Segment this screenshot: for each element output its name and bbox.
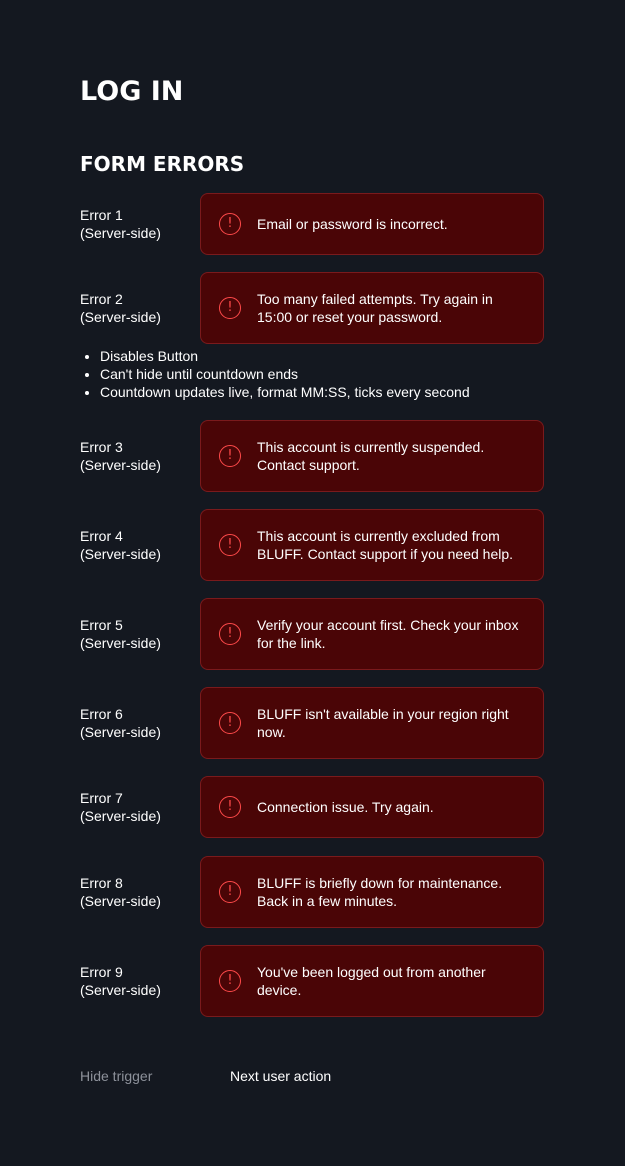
error-label xyxy=(80,290,161,326)
error-number: Error 7 xyxy=(80,790,123,806)
error-label xyxy=(80,789,161,825)
error-source: (Server-side) xyxy=(80,546,161,562)
note-item: • Disables Button xyxy=(100,347,470,365)
error-message-box xyxy=(200,856,544,928)
exclamation-circle-icon: ! xyxy=(219,445,241,467)
error-message-box xyxy=(200,776,544,838)
error-source: (Server-side) xyxy=(80,893,161,909)
exclamation-circle-icon: ! xyxy=(219,297,241,319)
error-label xyxy=(80,705,161,741)
error-row xyxy=(0,193,625,255)
error-source: (Server-side) xyxy=(80,635,161,651)
note-item: • Can't hide until countdown ends xyxy=(100,365,470,383)
error-source: (Server-side) xyxy=(80,309,161,325)
error-source: (Server-side) xyxy=(80,982,161,998)
error-message-box xyxy=(200,945,544,1017)
error-message: Verify your account first. Check your inbox for the link. xyxy=(257,617,519,651)
error-message: Too many failed attempts. Try again in 15:00 or reset your password. xyxy=(257,291,493,325)
error-message: Connection issue. Try again. xyxy=(257,799,434,815)
error-source: (Server-side) xyxy=(80,808,161,824)
error-label xyxy=(80,963,161,999)
error-number: Error 3 xyxy=(80,439,123,455)
error-message-box xyxy=(200,272,544,344)
exclamation-circle-icon: ! xyxy=(219,970,241,992)
error-message-box xyxy=(200,509,544,581)
section-title: FORM ERRORS xyxy=(80,152,245,176)
error-number: Error 9 xyxy=(80,964,123,980)
error-row xyxy=(0,509,625,581)
error-number: Error 4 xyxy=(80,528,123,544)
error-number: Error 6 xyxy=(80,706,123,722)
error-label xyxy=(80,527,161,563)
error-message-box xyxy=(200,420,544,492)
error-message: Email or password is incorrect. xyxy=(257,216,448,232)
error-message: BLUFF is briefly down for maintenance. Back in a few minutes. xyxy=(257,875,503,909)
error-row xyxy=(0,687,625,759)
error-number: Error 2 xyxy=(80,291,123,307)
error-row xyxy=(0,272,625,344)
note-item: • Countdown updates live, format MM:SS, ticks every second xyxy=(100,383,470,401)
error-message-box xyxy=(200,687,544,759)
error-source: (Server-side) xyxy=(80,724,161,740)
error-row xyxy=(0,420,625,492)
exclamation-circle-icon: ! xyxy=(219,881,241,903)
error-label xyxy=(80,874,161,910)
error-row xyxy=(0,945,625,1017)
error-message: BLUFF isn't available in your region right now. xyxy=(257,706,509,740)
exclamation-circle-icon: ! xyxy=(219,796,241,818)
error-row xyxy=(0,598,625,670)
error-label xyxy=(80,616,161,652)
error-source: (Server-side) xyxy=(80,457,161,473)
error-label xyxy=(80,438,161,474)
error-message-box xyxy=(200,193,544,255)
error-message-box xyxy=(200,598,544,670)
error-message: This account is currently suspended. Contact support. xyxy=(257,439,485,473)
error-number: Error 5 xyxy=(80,617,123,633)
error-number: Error 8 xyxy=(80,875,123,891)
exclamation-circle-icon: ! xyxy=(219,213,241,235)
error2-notes-list xyxy=(86,347,470,401)
page-title: LOG IN xyxy=(80,76,184,107)
error-row xyxy=(0,856,625,928)
error-message: This account is currently excluded from BLUFF. Contact support if you need help. xyxy=(257,528,514,562)
exclamation-circle-icon: ! xyxy=(219,712,241,734)
error-message: You've been logged out from another device. xyxy=(257,964,486,998)
error-source: (Server-side) xyxy=(80,225,161,241)
hide-trigger-value: Next user action xyxy=(230,1068,332,1084)
error-number: Error 1 xyxy=(80,207,123,223)
error-row xyxy=(0,776,625,838)
exclamation-circle-icon: ! xyxy=(219,623,241,645)
error-label xyxy=(80,206,161,242)
hide-trigger-label: Hide trigger xyxy=(80,1068,153,1084)
exclamation-circle-icon: ! xyxy=(219,534,241,556)
